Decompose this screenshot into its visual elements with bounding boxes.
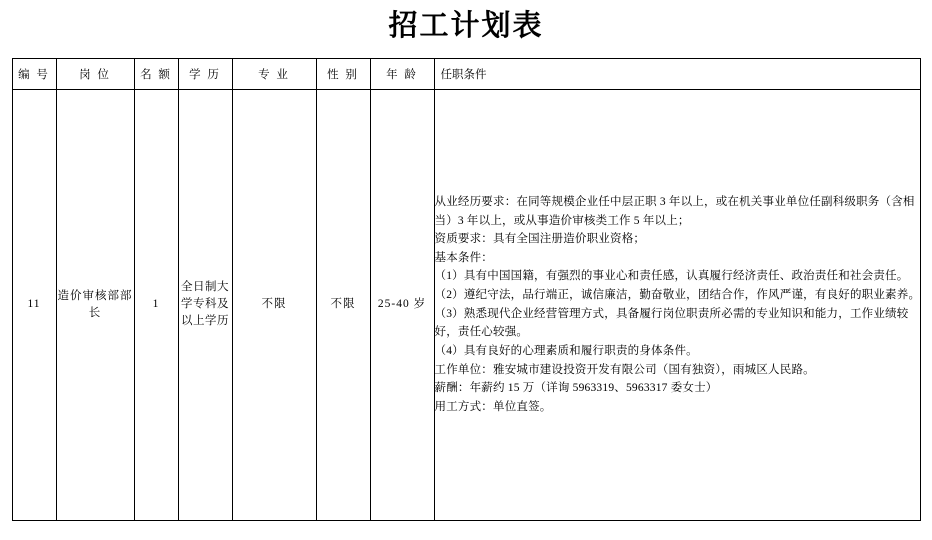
condition-line: 基本条件： — [434, 251, 493, 264]
condition-line: 当）3 年以上，或从事造价审核类工作 5 年以上； — [434, 214, 690, 227]
condition-line: 好，责任心较强。 — [434, 326, 529, 339]
cell-conditions — [434, 89, 920, 520]
cell-education: 全日制大学专科及以上学历 — [178, 89, 232, 520]
document-page — [0, 8, 932, 540]
condition-line: 工作单位：雅安城市建设投资开发有限公司（国有独资），雨城区人民路。 — [434, 363, 815, 376]
cell-no: 11 — [12, 89, 56, 520]
column-header-post: 岗 位 — [56, 58, 134, 89]
column-header-gender: 性 别 — [316, 58, 370, 89]
column-header-age: 年 龄 — [370, 58, 434, 89]
condition-line: （4）具有良好的心理素质和履行职责的身体条件。 — [434, 344, 698, 357]
column-header-no: 编 号 — [12, 58, 56, 89]
column-header-conditions: 任职条件 — [434, 58, 920, 89]
cell-major: 不限 — [232, 89, 316, 520]
column-header-education: 学 历 — [178, 58, 232, 89]
condition-line: 用工方式：单位直签。 — [434, 400, 552, 413]
condition-line: 从业经历要求：在同等规模企业任中层正职 3 年以上，或在机关事业单位任副科级职务（含相 — [434, 195, 915, 208]
table-row — [12, 89, 920, 520]
condition-line: （2）遵纪守法，品行端正，诚信廉洁，勤奋敬业，团结合作，作风严谨，有良好的职业素养。 — [434, 289, 921, 302]
column-header-major: 专 业 — [232, 58, 316, 89]
cell-gender: 不限 — [316, 89, 370, 520]
page-title: 招工计划表 — [388, 10, 544, 42]
condition-line: （1）具有中国国籍，有强烈的事业心和责任感，认真履行经济责任、政治责任和社会责任。 — [434, 270, 909, 283]
cell-post: 造价审核部部长 — [56, 89, 134, 520]
recruitment-plan-table — [12, 58, 921, 521]
condition-line: （3）熟悉现代企业经营管理方式，具备履行岗位职责所必需的专业知识和能力，工作业绩较 — [434, 307, 909, 320]
cell-age: 25-40 岁 — [370, 89, 434, 520]
column-header-quota: 名 额 — [134, 58, 178, 89]
table-header-row — [12, 58, 920, 89]
condition-line: 薪酬：年薪约 15 万（详询 5963319、5963317 委女士） — [434, 382, 718, 395]
condition-line: 资质要求：具有全国注册造价职业资格； — [434, 233, 646, 246]
cell-quota: 1 — [134, 89, 178, 520]
